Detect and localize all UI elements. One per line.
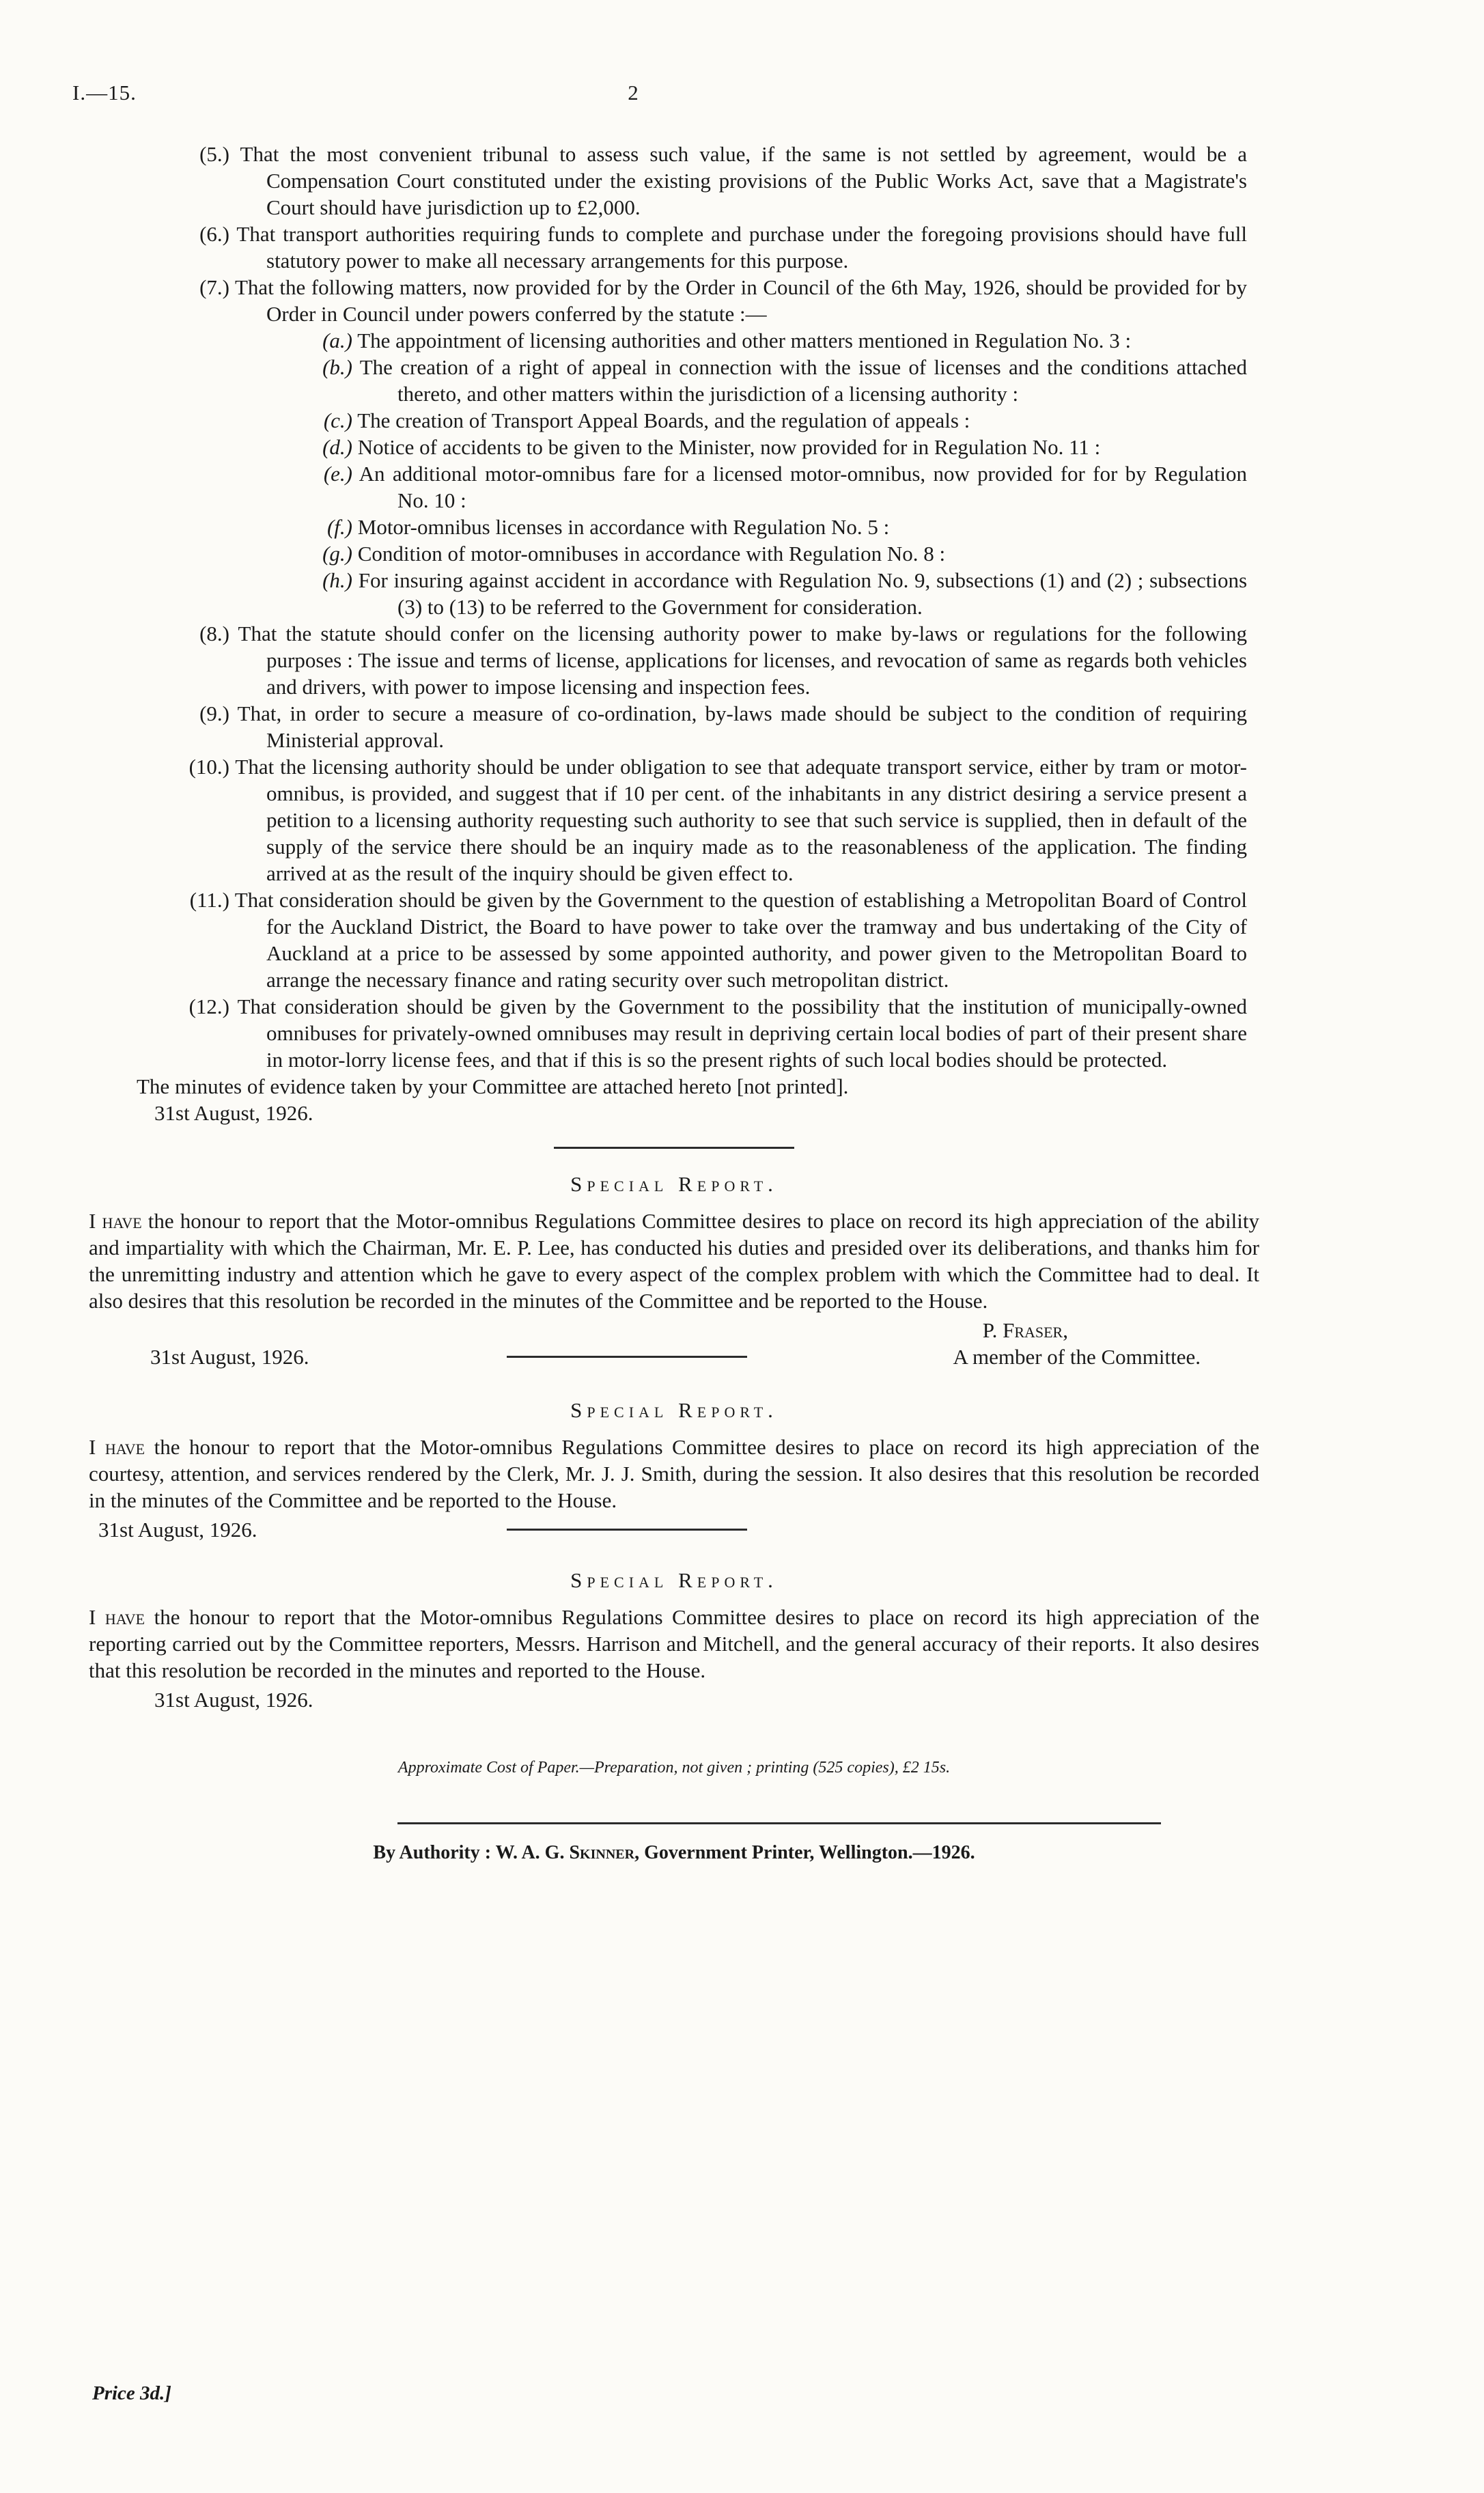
report-opener-smallcaps: have (104, 1435, 145, 1459)
report-date-row (89, 1686, 1259, 1715)
special-report-body (89, 1604, 1259, 1684)
subitem-g (137, 540, 1247, 567)
special-report-heading: Special Report. (570, 1568, 778, 1592)
subitem-text: The creation of Transport Appeal Boards, and the regulation of appeals : (357, 408, 970, 432)
subitem-letter: (d.) (322, 435, 352, 459)
section-divider-rule (554, 1147, 794, 1149)
report-opener: I (89, 1605, 105, 1629)
subitem-e (137, 460, 1247, 514)
finding-item-10 (137, 753, 1247, 887)
authority-imprint (89, 1842, 1259, 1864)
finding-item-5 (137, 141, 1247, 221)
report-opener-smallcaps: have (104, 1605, 145, 1629)
subitem-letter: (g.) (322, 542, 352, 566)
subitem-h (137, 567, 1247, 620)
item-text: That the most convenient tribunal to assess such value, if the same is not settled by agreement, would be a Compensation Court constituted under the existing provisions of the Public Works Act, save that a Magistrate's Court should have jurisdiction up to £2,000. (240, 142, 1247, 219)
subitem-text: Motor-omnibus licenses in accordance with Regulation No. 5 : (357, 515, 890, 539)
item-text: That consideration should be given by the Government to the possibility that the institution of municipally-owned omnibuses for privately-owned omnibuses may result in depriving certain local bodies of part of their present share in motor-lorry license fees, and that if this is so the present rights of such local bodies should be protected. (237, 994, 1247, 1072)
finding-item-6 (137, 221, 1247, 274)
date-divider-rule (507, 1529, 747, 1531)
item-text: That the following matters, now provided for by the Order in Council of the 6th May, 1926, should be provided for by Order in Council under powers conferred by the statute :— (235, 275, 1247, 326)
subitem-letter: (b.) (322, 355, 352, 379)
cost-of-paper-note: Approximate Cost of Paper.—Preparation, not given ; printing (525 copies), £2 15s. (397, 1759, 951, 1777)
subitem-d (137, 434, 1247, 460)
finding-item-9 (137, 700, 1247, 753)
item-text: That the licensing authority should be under obligation to see that adequate transport service, either by tram or motor-omnibus, is provided, and suggest that if 10 per cent. of the inhabitants in any district desiring a service present a petition to a licensing authority requesting such authority to see that such service is supplied, then in default of the supply of the service there should be an inquiry made as to the reasonableness of the application. The finding arrived at as the result of the inquiry should be given effect to. (235, 755, 1247, 885)
report-text: the honour to report that the Motor-omnibus Regulations Committee desires to place on record its high appreciation of the ability and impartiality with which the Chairman, Mr. E. P. Lee, has conducted his duties and presided over its deliberations, and thanks him for the unremitting industry and attention which he gave to every aspect of the complex problem with which the Committee had to deal. It also desires that this resolution be recorded in the minutes of the Committee and be reported to the House. (89, 1209, 1260, 1313)
authority-pre: By Authority : W. A. G. (373, 1842, 570, 1863)
subitem-text: For insuring against accident in accordance with Regulation No. 9, subsections (1) and (2) ; subsections (3) to (13) to be referred to the Government for consideration. (358, 568, 1248, 619)
item-number: (12.) (188, 994, 229, 1018)
paper-number: I.—15. (72, 81, 137, 105)
item-number: (11.) (189, 888, 229, 912)
subitem-letter: (h.) (322, 568, 352, 592)
report-opener: I (89, 1209, 102, 1233)
item-number: (10.) (188, 755, 229, 779)
item-text: That, in order to secure a measure of co-ordination, by-laws made should be subject to the condition of requiring Ministerial approval. (237, 701, 1247, 752)
subitem-c (137, 407, 1247, 434)
report-text: the honour to report that the Motor-omnibus Regulations Committee desires to place on record its high appreciation of the reporting carried out by the Committee reporters, Messrs. Harrison and Mitchell, and the general accuracy of their reports. It also desires that this resolution be recorded in the minutes and reported to the House. (89, 1605, 1259, 1682)
page-number: 2 (628, 81, 639, 105)
signature-divider-rule (507, 1356, 747, 1358)
report-opener: I (89, 1435, 105, 1459)
signature-role: A member of the Committee. (953, 1345, 1201, 1369)
item-number: (7.) (199, 275, 229, 299)
page-header (72, 81, 1259, 111)
special-report-body (89, 1208, 1259, 1314)
subitem-text: The creation of a right of appeal in connection with the issue of licenses and the conditions attached thereto, and other matters within the jurisdiction of a licensing authority : (359, 355, 1247, 406)
subitem-letter: (f.) (326, 515, 352, 539)
findings-date: 31st August, 1926. (154, 1101, 313, 1125)
minutes-note: The minutes of evidence taken by your Committee are attached hereto [not printed]. (137, 1074, 849, 1098)
subitem-f (137, 514, 1247, 540)
finding-item-11 (137, 887, 1247, 993)
special-report-body (89, 1434, 1259, 1514)
findings-section (137, 141, 1247, 1126)
subitem-text: Condition of motor-omnibuses in accordance with Regulation No. 8 : (357, 542, 946, 566)
subitem-a (137, 327, 1247, 354)
subitem-b (137, 354, 1247, 407)
item-number: (5.) (199, 142, 229, 166)
item-text: That consideration should be given by the Government to the question of establishing a Metropolitan Board of Control for the Auckland District, the Board to have power to take over the tramway and bus undertaking of the City of Auckland at a price to be assessed by some appointed authority, and power given to the Metropolitan Board to arrange the necessary finance and rating security over such metropolitan district. (234, 888, 1247, 992)
signature-name: P. Fraser, (982, 1318, 1068, 1342)
report-text: the honour to report that the Motor-omnibus Regulations Committee desires to place on record its high appreciation of the courtesy, attention, and services rendered by the Clerk, Mr. J. J. Smith, during the session. It also desires that this resolution be recorded in the minutes of the Committee and be reported to the House. (89, 1435, 1259, 1512)
special-report-heading: Special Report. (570, 1398, 778, 1422)
subitem-text: Notice of accidents to be given to the Minister, now provided for in Regulation No. 11 : (357, 435, 1101, 459)
special-report-heading: Special Report. (570, 1172, 778, 1196)
finding-item-8 (137, 620, 1247, 700)
subitem-text: The appointment of licensing authorities and other matters mentioned in Regulation No. 3 : (357, 329, 1132, 352)
special-report-3 (89, 1568, 1259, 1715)
item-text: That the statute should confer on the licensing authority power to make by-laws or regulations for the following purposes : The issue and terms of license, applications for licenses, and revocation of same as regards both vehicles and drivers, with power to impose licensing and inspection fees. (238, 622, 1247, 699)
finding-item-12 (137, 993, 1247, 1073)
finding-item-7 (137, 274, 1247, 327)
page-content (72, 81, 1260, 1864)
report-date: 31st August, 1926. (98, 1518, 257, 1542)
item-text: That transport authorities requiring funds to complete and purchase under the foregoing provisions should have full statutory power to make all necessary arrangements for this purpose. (236, 222, 1247, 273)
special-report-1 (89, 1172, 1259, 1375)
item-number: (6.) (199, 222, 229, 246)
footer-rule (397, 1822, 1161, 1824)
subitem-text: An additional motor-omnibus fare for a licensed motor-omnibus, now provided for for by Regulation No. 10 : (359, 462, 1247, 512)
report-date: 31st August, 1926. (154, 1688, 313, 1712)
report-date: 31st August, 1926. (150, 1345, 309, 1369)
subitem-letter: (c.) (323, 408, 352, 432)
report-date-row (89, 1516, 1259, 1545)
item-number: (9.) (199, 701, 229, 725)
subitem-letter: (a.) (322, 329, 352, 352)
special-report-2 (89, 1398, 1259, 1545)
authority-post: , Government Printer, Wellington.—1926. (634, 1842, 975, 1863)
subitem-letter: (e.) (323, 462, 352, 486)
price-label: Price 3d.] (92, 2382, 171, 2404)
authority-printer-name: Skinner (569, 1842, 635, 1863)
report-opener-smallcaps: have (102, 1209, 142, 1233)
item-number: (8.) (199, 622, 229, 645)
signature-row (89, 1343, 1259, 1375)
